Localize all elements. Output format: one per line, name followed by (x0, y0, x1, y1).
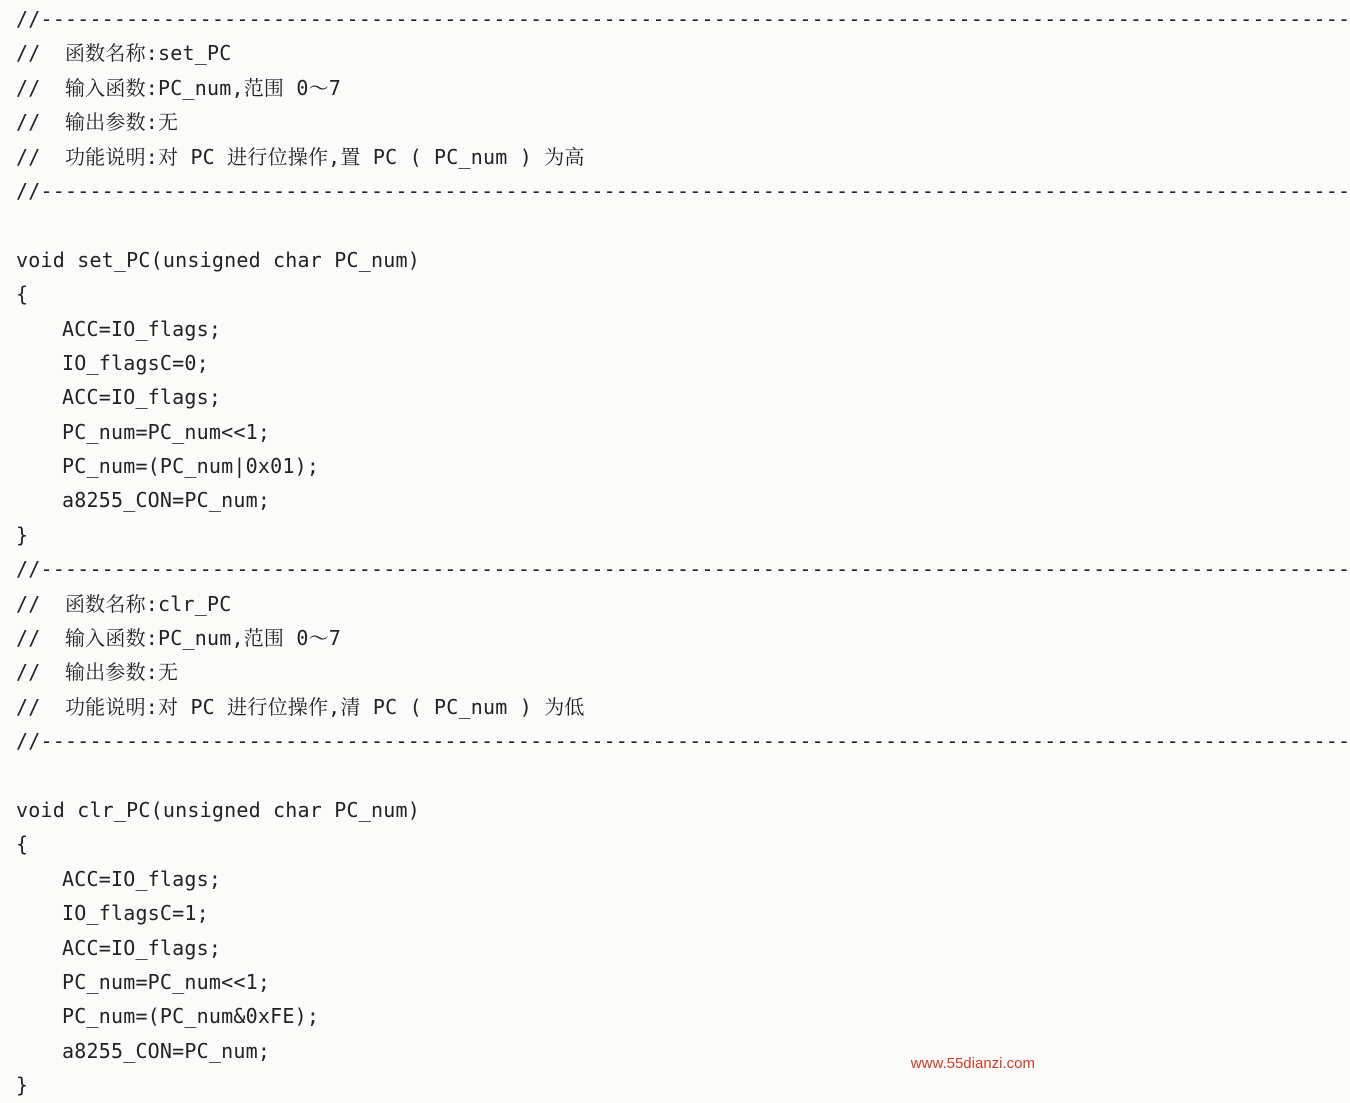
close-brace: } (16, 522, 29, 547)
code-statement: ACC=IO_flags; (62, 316, 222, 341)
close-brace: } (16, 1073, 29, 1098)
code-statement: PC_num=(PC_num|0x01); (62, 454, 320, 479)
separator-line: //----------------------------------------------------------------------------------------------------------- (16, 7, 1350, 31)
comment-output-params: // 输出参数:无 (16, 660, 179, 685)
code-page (16, 0, 1350, 1103)
blank-line (16, 208, 1043, 242)
function-signature: void clr_PC(unsigned char PC_num) (16, 797, 420, 822)
watermark-text: www.55dianzi.com (910, 1055, 1035, 1072)
comment-input-params: // 输入函数:PC_num,范围 0～7 (16, 626, 342, 651)
comment-function-name: // 函数名称:set_PC (16, 41, 232, 66)
code-statement: ACC=IO_flags; (62, 866, 222, 891)
separator-line: //----------------------------------------------------------------------------------------------------------- (16, 729, 1350, 754)
code-statement: ACC=IO_flags; (62, 385, 222, 410)
code-statement: IO_flagsC=1; (62, 901, 209, 926)
code-statement: IO_flagsC=0; (62, 350, 209, 375)
code-statement: PC_num=PC_num<<1; (62, 969, 271, 994)
open-brace: { (16, 282, 29, 307)
separator-line: //----------------------------------------------------------------------------------------------------------- (16, 178, 1350, 203)
blank-line (16, 759, 1043, 793)
code-statement: PC_num=PC_num<<1; (62, 419, 271, 444)
comment-output-params: // 输出参数:无 (16, 110, 179, 135)
comment-description: // 功能说明:对 PC 进行位操作,置 PC ( PC_num ) 为高 (16, 144, 585, 169)
code-statement: a8255_CON=PC_num; (62, 1038, 271, 1063)
open-brace: { (16, 832, 29, 857)
comment-function-name: // 函数名称:clr_PC (16, 591, 232, 616)
function-signature: void set_PC(unsigned char PC_num) (16, 247, 420, 272)
code-statement: a8255_CON=PC_num; (62, 488, 271, 513)
separator-line: //----------------------------------------------------------------------------------------------------------- (16, 557, 1350, 582)
code-statement: PC_num=(PC_num&0xFE); (62, 1004, 320, 1029)
comment-description: // 功能说明:对 PC 进行位操作,清 PC ( PC_num ) 为低 (16, 694, 585, 719)
comment-input-params: // 输入函数:PC_num,范围 0～7 (16, 75, 342, 100)
code-statement: ACC=IO_flags; (62, 935, 222, 960)
